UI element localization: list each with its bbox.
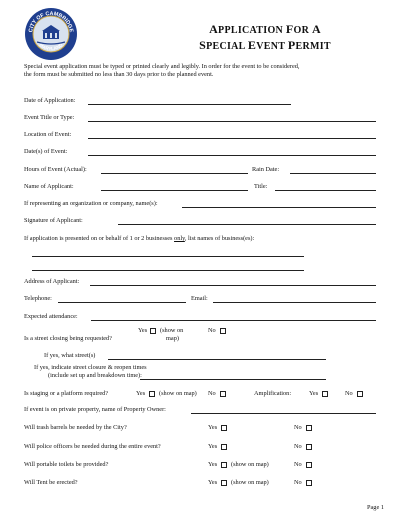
email-label: Email:: [191, 295, 208, 302]
street-closing-map-label: map): [166, 335, 179, 342]
business-line-1[interactable]: [32, 256, 304, 257]
amplification-no-label: No: [345, 390, 353, 397]
amplification-label: Amplification:: [254, 390, 292, 397]
closure-times-label-1: If yes, indicate street closure & reopen times: [34, 364, 147, 371]
address-label: Address of Applicant:: [24, 278, 80, 285]
staging-show-on-map-label: (show on map): [159, 390, 197, 397]
intro-line-1: Special event application must be typed or printed clearly and legibly. In order for the event to be considered,: [24, 63, 300, 70]
attendance-label: Expected attendance:: [24, 313, 78, 320]
police-yes-label: Yes: [208, 443, 218, 450]
businesses-label: [24, 235, 254, 243]
police-no-checkbox[interactable]: [306, 444, 312, 450]
trash-no-label: No: [294, 424, 302, 431]
trash-no-checkbox[interactable]: [306, 425, 312, 431]
tent-question: Will Tent be erected?: [24, 479, 78, 486]
closure-times-line[interactable]: [140, 379, 326, 380]
city-seal-logo: [23, 6, 79, 62]
location-label: Location of Event:: [24, 131, 72, 138]
form-title-line2: SPECIAL EVENT PERMIT: [199, 38, 331, 52]
which-streets-label: If yes, what street(s): [44, 352, 96, 359]
signature-line[interactable]: [118, 224, 376, 225]
business-line-2[interactable]: [32, 270, 304, 271]
form-title-line1: APPLICATION FOR A: [209, 22, 321, 36]
applicant-name-label: Name of Applicant:: [24, 183, 74, 190]
intro-line-2: the form must be submitted no less than 30 days prior to the planned event.: [24, 71, 214, 78]
businesses-label-only: only: [174, 235, 185, 242]
street-closing-show-on-label: (show on: [160, 327, 184, 334]
closure-times-label-2: (include set up and breakdown time):: [48, 372, 142, 379]
which-streets-line[interactable]: [108, 359, 326, 360]
event-dates-label: Date(s) of Event:: [24, 148, 68, 155]
location-line[interactable]: [88, 138, 376, 139]
police-no-label: No: [294, 443, 302, 450]
intro-text: [24, 63, 364, 79]
street-closing-no-label: No: [208, 327, 216, 334]
applicant-name-line[interactable]: [101, 190, 248, 191]
street-closing-yes-label: Yes: [138, 327, 148, 334]
toilets-yes-label: Yes: [208, 461, 218, 468]
toilets-yes-checkbox[interactable]: [221, 462, 227, 468]
date-of-application-line[interactable]: [88, 104, 291, 105]
event-dates-line[interactable]: [88, 155, 376, 156]
staging-no-label: No: [208, 390, 216, 397]
toilets-no-label: No: [294, 461, 302, 468]
event-title-line[interactable]: [88, 121, 376, 122]
telephone-label: Telephone:: [24, 295, 52, 302]
toilets-question: Will portable toilets be provided?: [24, 461, 109, 468]
tent-yes-label: Yes: [208, 479, 218, 486]
representing-line[interactable]: [182, 207, 376, 208]
applicant-title-line[interactable]: [275, 190, 376, 191]
police-yes-checkbox[interactable]: [221, 444, 227, 450]
trash-yes-checkbox[interactable]: [221, 425, 227, 431]
address-line[interactable]: [90, 285, 376, 286]
amplification-yes-checkbox[interactable]: [322, 391, 328, 397]
tent-yes-checkbox[interactable]: [221, 480, 227, 486]
date-of-application-label: Date of Application:: [24, 97, 76, 104]
attendance-line[interactable]: [91, 320, 376, 321]
amplification-no-checkbox[interactable]: [357, 391, 363, 397]
hours-line[interactable]: [101, 173, 248, 174]
private-property-line[interactable]: [191, 413, 376, 414]
private-property-label: If event is on private property, name of Property Owner:: [24, 406, 166, 413]
hours-label: Hours of Event (Actual):: [24, 166, 87, 173]
amplification-yes-label: Yes: [309, 390, 319, 397]
signature-label: Signature of Applicant:: [24, 217, 83, 224]
page-number: Page 1: [367, 504, 384, 511]
seal-ring-top-text: CITY OF CAMBRIDGE: [28, 10, 74, 33]
tent-show-on-map-label: (show on map): [231, 479, 269, 486]
businesses-label-pre: If application is presented on or behalf of 1 or 2 businesses: [24, 235, 175, 242]
staging-no-checkbox[interactable]: [220, 391, 226, 397]
representing-label: If representing an organization or company, name(s):: [24, 200, 158, 207]
street-closing-question: Is a street closing being requested?: [24, 335, 112, 342]
tent-no-checkbox[interactable]: [306, 480, 312, 486]
trash-yes-label: Yes: [208, 424, 218, 431]
staging-yes-label: Yes: [136, 390, 146, 397]
rain-date-line[interactable]: [290, 173, 376, 174]
businesses-label-post: , list names of business(es):: [184, 235, 255, 242]
seal-ring-bottom-text: MARYLAND: [38, 42, 64, 52]
toilets-show-on-map-label: (show on map): [231, 461, 269, 468]
staging-yes-checkbox[interactable]: [149, 391, 155, 397]
police-question: Will police officers be needed during the entire event?: [24, 443, 161, 450]
street-closing-no-checkbox[interactable]: [220, 328, 226, 334]
telephone-line[interactable]: [58, 302, 186, 303]
tent-no-label: No: [294, 479, 302, 486]
event-title-label: Event Title or Type:: [24, 114, 75, 121]
rain-date-label: Rain Date:: [252, 166, 280, 173]
email-line[interactable]: [213, 302, 376, 303]
toilets-no-checkbox[interactable]: [306, 462, 312, 468]
staging-question: Is staging or a platform required?: [24, 390, 109, 397]
street-closing-yes-checkbox[interactable]: [150, 328, 156, 334]
applicant-title-label: Title:: [254, 183, 268, 190]
trash-question: Will trash barrels be needed by the City?: [24, 424, 127, 431]
